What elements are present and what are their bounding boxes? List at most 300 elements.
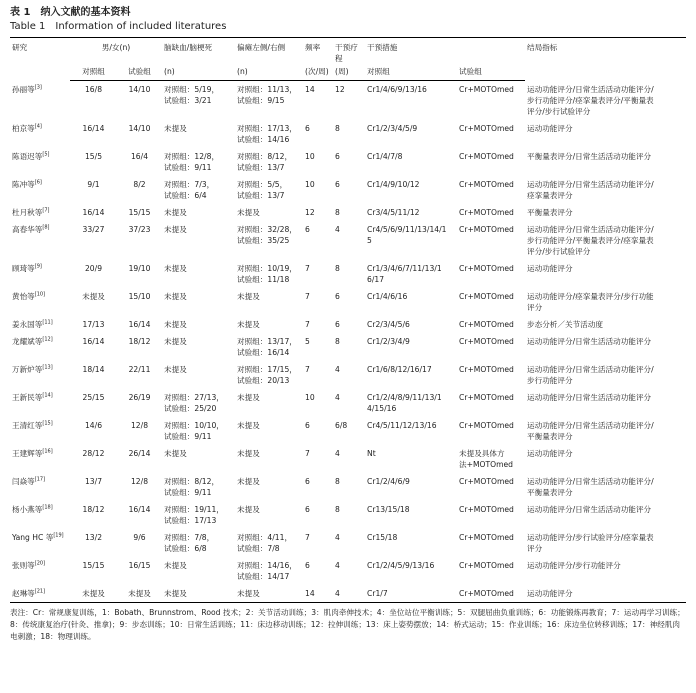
- side-cell: [235, 176, 303, 204]
- course-value: 6: [335, 291, 340, 301]
- course-value: 6: [335, 319, 340, 329]
- course-value: 4: [335, 448, 340, 458]
- course-value: 6/8: [335, 420, 348, 430]
- test-measure-value: Cr+MOTOmed: [459, 151, 514, 161]
- header-sex-ctrl: 对照组: [70, 65, 117, 81]
- sex-ctrl-cell: [70, 473, 117, 501]
- ctrl-measure-value: Cr1/6/8/12/16/17: [367, 364, 432, 374]
- stroke-value: 试验组：9/11: [164, 162, 212, 172]
- ctrl-measure-value: Cr1/4/9/10/12: [367, 179, 420, 189]
- outcome-value: 平衡量表评分: [527, 487, 573, 497]
- sex-ctrl-cell: [70, 445, 117, 473]
- test-measure-cell: [457, 473, 525, 501]
- sex-ctrl-cell: [70, 389, 117, 417]
- header-outcome: 结局指标: [525, 38, 686, 81]
- freq-cell: [303, 417, 333, 445]
- study-cell: [10, 361, 70, 389]
- stroke-value: 试验组：3/21: [164, 96, 212, 105]
- freq-value: 7: [305, 263, 310, 273]
- sex-test-cell: [117, 316, 162, 333]
- ctrl-measure-value: Cr1/2/4/6/9: [367, 476, 410, 486]
- side-cell: [235, 445, 303, 473]
- sex-ctrl-value: 16/8: [84, 85, 103, 94]
- sex-test-value: 26/14: [128, 448, 151, 458]
- freq-value: 6: [305, 224, 310, 234]
- course-value: 4: [335, 392, 340, 402]
- outcome-value: 运动功能评分: [527, 448, 573, 458]
- reference-number: [10]: [34, 290, 46, 297]
- outcome-cell: [525, 361, 686, 389]
- test-measure-cell: [457, 445, 525, 473]
- course-cell: [333, 361, 365, 389]
- ctrl-measure-cell: [365, 120, 457, 148]
- course-cell: [333, 148, 365, 176]
- course-cell: [333, 473, 365, 501]
- reference-number: [13]: [42, 363, 53, 370]
- ctrl-measure-value: Cr15/18: [367, 532, 398, 542]
- study-name: 赵琳等: [12, 588, 35, 598]
- sex-test-cell: [117, 417, 162, 445]
- sex-test-cell: [117, 389, 162, 417]
- sex-ctrl-cell: [70, 316, 117, 333]
- table-row: [10, 221, 686, 260]
- outcome-value: 运动功能评分/日常生活活动功能评分/: [527, 420, 654, 430]
- study-cell: [10, 473, 70, 501]
- sex-ctrl-cell: [70, 148, 117, 176]
- study-name: 柏京等: [12, 123, 35, 133]
- sex-test-cell: [117, 529, 162, 557]
- side-value: 对照组：17/15，: [237, 364, 297, 374]
- test-measure-value: Cr+MOTOmed: [459, 319, 514, 329]
- outcome-cell: [525, 81, 686, 120]
- header-sex: 男/女(n): [70, 38, 162, 66]
- study-cell: [10, 585, 70, 603]
- header-stroke: [162, 38, 235, 66]
- course-cell: [333, 585, 365, 603]
- outcome-value: 运动功能评分/日常生活活动功能评分: [527, 504, 652, 514]
- freq-value: 10: [305, 151, 315, 161]
- freq-value: 7: [305, 532, 310, 542]
- side-value: 试验组：11/18: [237, 274, 290, 284]
- ctrl-measure-value: Cr1/4/6/9/13/16: [367, 85, 427, 94]
- freq-value: 12: [305, 207, 315, 217]
- test-measure-value: Cr+MOTOmed: [459, 85, 514, 94]
- side-cell: [235, 288, 303, 316]
- side-value: 对照组：5/5，: [237, 179, 288, 189]
- course-cell: [333, 389, 365, 417]
- sex-test-cell: [117, 176, 162, 204]
- table-row: [10, 585, 686, 603]
- side-cell: [235, 389, 303, 417]
- side-value: 对照组：11/13，: [237, 85, 297, 94]
- course-cell: [333, 501, 365, 529]
- course-cell: [333, 81, 365, 120]
- stroke-cell: [162, 260, 235, 288]
- test-measure-cell: [457, 389, 525, 417]
- reference-number: [17]: [34, 475, 46, 482]
- sex-test-value: 26/19: [128, 392, 151, 402]
- sex-test-value: 18/12: [128, 336, 151, 346]
- test-measure-value: Cr+MOTOmed: [459, 420, 514, 430]
- sex-test-value: 37/23: [128, 224, 151, 234]
- study-cell: [10, 557, 70, 585]
- sex-test-cell: [117, 148, 162, 176]
- outcome-cell: [525, 557, 686, 585]
- study-name: 万新炉等: [12, 364, 43, 374]
- study-name: Yang HC 等: [12, 532, 54, 542]
- course-value: 8: [335, 504, 340, 514]
- freq-cell: [303, 148, 333, 176]
- outcome-value: 运动功能评分/日常生活活动功能评分/: [527, 364, 654, 374]
- sex-ctrl-value: 33/27: [82, 224, 105, 234]
- sex-test-cell: [117, 473, 162, 501]
- study-name: 高春华等: [12, 224, 43, 234]
- study-cell: [10, 221, 70, 260]
- course-value: 8: [335, 123, 340, 133]
- sex-ctrl-value: 25/15: [82, 392, 105, 402]
- sex-test-cell: [117, 557, 162, 585]
- header-row-1: [10, 38, 686, 66]
- ctrl-measure-value: 4/15/16: [367, 403, 397, 413]
- course-cell: [333, 204, 365, 221]
- table-row: [10, 445, 686, 473]
- freq-value: 7: [305, 319, 310, 329]
- stroke-cell: [162, 120, 235, 148]
- sex-ctrl-value: 13/7: [84, 476, 103, 486]
- course-value: 4: [335, 560, 340, 570]
- freq-cell: [303, 260, 333, 288]
- stroke-value: 未提及: [164, 560, 187, 570]
- sex-ctrl-cell: [70, 120, 117, 148]
- ctrl-measure-value: Cr1/7: [367, 588, 388, 598]
- reference-number: [7]: [42, 206, 50, 213]
- test-measure-value: Cr+MOTOmed: [459, 476, 514, 486]
- test-measure-value: Cr+MOTOmed: [459, 560, 514, 570]
- sex-ctrl-value: 未提及: [82, 291, 105, 301]
- reference-number: [8]: [42, 223, 50, 230]
- study-name: 闫焱等: [12, 476, 35, 486]
- outcome-value: 运动功能评分: [527, 263, 573, 273]
- sex-test-value: 未提及: [128, 588, 151, 598]
- side-value: 对照组：32/28，: [237, 224, 297, 234]
- stroke-cell: [162, 417, 235, 445]
- header-freq-unit: (次/周): [303, 65, 333, 81]
- stroke-value: 未提及: [164, 224, 187, 234]
- outcome-cell: [525, 260, 686, 288]
- ctrl-measure-value: Cr4/5/6/9/11/13/14/1: [367, 224, 447, 234]
- sex-ctrl-cell: [70, 529, 117, 557]
- side-value: 试验组：13/7: [237, 162, 285, 172]
- outcome-value: 运动功能评分: [527, 123, 573, 133]
- ctrl-measure-cell: [365, 417, 457, 445]
- sex-test-value: 16/14: [128, 319, 151, 329]
- freq-value: 6: [305, 476, 310, 486]
- side-cell: [235, 204, 303, 221]
- study-cell: [10, 529, 70, 557]
- table-row: [10, 473, 686, 501]
- reference-number: [19]: [53, 531, 64, 538]
- study-name: 杨小燕等: [12, 504, 43, 514]
- reference-number: [5]: [42, 150, 50, 157]
- test-measure-value: Cr+MOTOmed: [459, 224, 514, 234]
- course-value: 8: [335, 207, 340, 217]
- test-measure-value: Cr+MOTOmed: [459, 336, 514, 346]
- side-value: 未提及: [237, 319, 260, 329]
- outcome-value: 评分/步行试验评分: [527, 246, 591, 256]
- reference-number: [4]: [34, 122, 42, 129]
- stroke-cell: [162, 473, 235, 501]
- side-cell: [235, 417, 303, 445]
- reference-number: [16]: [42, 447, 53, 454]
- header-course-unit: (周): [333, 65, 365, 81]
- side-cell: [235, 221, 303, 260]
- side-value: 试验组：35/25: [237, 235, 290, 245]
- stroke-cell: [162, 501, 235, 529]
- outcome-cell: [525, 585, 686, 603]
- sex-ctrl-cell: [70, 204, 117, 221]
- outcome-cell: [525, 501, 686, 529]
- test-measure-cell: [457, 361, 525, 389]
- outcome-value: 步行功能评分: [527, 375, 573, 385]
- course-cell: [333, 557, 365, 585]
- outcome-value: 痉挛量表评分: [527, 190, 573, 200]
- sex-ctrl-value: 18/14: [82, 364, 105, 374]
- stroke-cell: [162, 361, 235, 389]
- sex-test-value: 9/6: [133, 532, 146, 542]
- side-value: 未提及: [237, 291, 260, 301]
- side-value: 未提及: [237, 420, 260, 430]
- freq-cell: [303, 120, 333, 148]
- freq-value: 6: [305, 560, 310, 570]
- reference-number: [21]: [34, 587, 46, 594]
- outcome-value: 运动功能评分/步行功能评分: [527, 560, 621, 570]
- outcome-value: 运动功能评分/步行试验评分/痉挛量表: [527, 532, 654, 542]
- course-value: 4: [335, 224, 340, 234]
- test-measure-cell: [457, 529, 525, 557]
- table-row: [10, 316, 686, 333]
- header-side-label: 偏瘫左侧/右侧: [237, 43, 286, 52]
- sex-test-cell: [117, 81, 162, 120]
- sex-ctrl-cell: [70, 361, 117, 389]
- ctrl-measure-cell: [365, 221, 457, 260]
- outcome-value: 步行功能评分/平衡量表评分/痉挛量表: [527, 235, 654, 245]
- ctrl-measure-cell: [365, 529, 457, 557]
- table-row: [10, 176, 686, 204]
- test-measure-cell: [457, 148, 525, 176]
- test-measure-cell: [457, 221, 525, 260]
- outcome-value: 运动功能评分/日常生活活动功能评分/: [527, 84, 654, 94]
- sex-ctrl-value: 9/1: [87, 179, 100, 189]
- study-cell: [10, 501, 70, 529]
- reference-number: [14]: [42, 391, 53, 398]
- stroke-cell: [162, 81, 235, 120]
- sex-ctrl-cell: [70, 288, 117, 316]
- table-title-cn: 表 1 纳入文献的基本资料: [10, 7, 131, 18]
- stroke-value: 试验组：6/4: [164, 190, 207, 200]
- outcome-value: 运动功能评分/日常生活活动功能评分/: [527, 224, 654, 234]
- side-cell: [235, 260, 303, 288]
- course-value: 6: [335, 179, 340, 189]
- outcome-value: 平衡量表评分: [527, 207, 573, 217]
- sex-test-value: 12/8: [130, 420, 149, 430]
- header-stroke-label: 脑缺血/脑梗死: [164, 43, 213, 52]
- header-measures: 干预措施: [365, 38, 525, 66]
- ctrl-measure-cell: [365, 585, 457, 603]
- header-stroke-n: (n): [162, 65, 235, 81]
- side-value: 未提及: [237, 504, 260, 514]
- sex-test-cell: [117, 585, 162, 603]
- sex-test-cell: [117, 333, 162, 361]
- side-value: 未提及: [237, 392, 260, 402]
- side-value: 对照组：10/19，: [237, 263, 297, 273]
- sex-ctrl-value: 16/14: [82, 123, 105, 133]
- sex-test-cell: [117, 260, 162, 288]
- freq-cell: [303, 501, 333, 529]
- test-measure-cell: [457, 316, 525, 333]
- side-value: 未提及: [237, 476, 260, 486]
- sex-test-cell: [117, 445, 162, 473]
- reference-number: [3]: [34, 83, 42, 90]
- course-value: 6: [335, 151, 340, 161]
- test-measure-value: 未提及具体方: [459, 448, 505, 458]
- test-measure-cell: [457, 120, 525, 148]
- test-measure-value: Cr+MOTOmed: [459, 291, 514, 301]
- sex-ctrl-value: 14/6: [84, 420, 103, 430]
- freq-value: 7: [305, 448, 310, 458]
- ctrl-measure-cell: [365, 260, 457, 288]
- sex-test-value: 16/4: [130, 151, 149, 161]
- ctrl-measure-cell: [365, 148, 457, 176]
- stroke-value: 对照组：7/3，: [164, 179, 215, 189]
- table-row: [10, 501, 686, 529]
- sex-ctrl-cell: [70, 333, 117, 361]
- freq-cell: [303, 221, 333, 260]
- test-measure-cell: [457, 288, 525, 316]
- freq-cell: [303, 316, 333, 333]
- course-cell: [333, 120, 365, 148]
- course-cell: [333, 333, 365, 361]
- outcome-cell: [525, 148, 686, 176]
- side-value: 试验组：20/13: [237, 375, 290, 385]
- test-measure-cell: [457, 176, 525, 204]
- test-measure-value: Cr+MOTOmed: [459, 207, 514, 217]
- sex-test-value: 22/11: [128, 364, 151, 374]
- course-cell: [333, 260, 365, 288]
- sex-test-value: 15/15: [128, 207, 151, 217]
- side-value: 未提及: [237, 588, 260, 598]
- stroke-value: 对照组：19/11，: [164, 504, 224, 514]
- stroke-value: 未提及: [164, 319, 187, 329]
- study-name: 黄怡等: [12, 291, 35, 301]
- course-cell: [333, 176, 365, 204]
- stroke-value: 对照组：12/8，: [164, 151, 220, 161]
- side-value: 试验组：14/17: [237, 571, 290, 581]
- sex-ctrl-value: 28/12: [82, 448, 105, 458]
- header-side-n: (n): [235, 65, 303, 81]
- ctrl-measure-cell: [365, 288, 457, 316]
- sex-ctrl-cell: [70, 176, 117, 204]
- header-course-label: 干预疗程: [335, 43, 358, 63]
- sex-test-cell: [117, 361, 162, 389]
- stroke-value: 未提及: [164, 588, 187, 598]
- course-cell: [333, 445, 365, 473]
- stroke-value: 未提及: [164, 336, 187, 346]
- stroke-value: 对照组：8/12，: [164, 476, 220, 486]
- outcome-value: 运动功能评分/日常生活活动功能评分: [527, 392, 652, 402]
- study-cell: [10, 333, 70, 361]
- side-value: 试验组：7/8: [237, 543, 280, 553]
- reference-number: [20]: [34, 559, 46, 566]
- freq-cell: [303, 585, 333, 603]
- study-cell: [10, 389, 70, 417]
- stroke-value: 试验组：17/13: [164, 515, 217, 525]
- freq-value: 6: [305, 420, 310, 430]
- stroke-cell: [162, 204, 235, 221]
- freq-cell: [303, 473, 333, 501]
- ctrl-measure-cell: [365, 81, 457, 120]
- sex-ctrl-cell: [70, 557, 117, 585]
- outcome-cell: [525, 120, 686, 148]
- side-cell: [235, 81, 303, 120]
- course-value: 8: [335, 336, 340, 346]
- stroke-value: 对照组：10/10，: [164, 420, 224, 430]
- study-cell: [10, 417, 70, 445]
- side-value: 对照组：8/12，: [237, 151, 293, 161]
- freq-value: 10: [305, 392, 315, 402]
- ctrl-measure-value: Cr13/15/18: [367, 504, 410, 514]
- stroke-cell: [162, 389, 235, 417]
- ctrl-measure-cell: [365, 389, 457, 417]
- side-value: 未提及: [237, 448, 260, 458]
- stroke-cell: [162, 288, 235, 316]
- reference-number: [11]: [42, 318, 53, 325]
- sex-ctrl-cell: [70, 260, 117, 288]
- sex-ctrl-value: 17/13: [82, 319, 105, 329]
- study-name: 张则等: [12, 560, 35, 570]
- freq-cell: [303, 557, 333, 585]
- sex-test-cell: [117, 501, 162, 529]
- stroke-value: 试验组：25/20: [164, 403, 217, 413]
- table-row: [10, 204, 686, 221]
- test-measure-value: Cr+MOTOmed: [459, 364, 514, 374]
- course-cell: [333, 316, 365, 333]
- study-cell: [10, 288, 70, 316]
- outcome-value: 运动功能评分: [527, 588, 573, 598]
- ctrl-measure-value: 5: [367, 235, 372, 245]
- stroke-value: 未提及: [164, 291, 187, 301]
- sex-test-cell: [117, 204, 162, 221]
- sex-ctrl-value: 13/2: [84, 532, 103, 542]
- sex-test-value: 12/8: [130, 476, 149, 486]
- side-value: 试验组：14/16: [237, 134, 290, 144]
- ctrl-measure-value: Cr1/2/4/8/9/11/13/1: [367, 392, 442, 402]
- ctrl-measure-value: Cr1/2/4/5/9/13/16: [367, 560, 435, 570]
- course-cell: [333, 417, 365, 445]
- table-row: [10, 333, 686, 361]
- freq-cell: [303, 445, 333, 473]
- freq-value: 14: [305, 588, 315, 598]
- header-side: [235, 38, 303, 66]
- study-cell: [10, 316, 70, 333]
- side-cell: [235, 316, 303, 333]
- study-name: 杜月秋等: [12, 207, 43, 217]
- header-meas-test: 试验组: [457, 65, 525, 81]
- stroke-cell: [162, 585, 235, 603]
- test-measure-value: Cr+MOTOmed: [459, 532, 514, 542]
- outcome-cell: [525, 445, 686, 473]
- reference-number: [12]: [42, 335, 53, 342]
- sex-test-value: 19/10: [128, 263, 151, 273]
